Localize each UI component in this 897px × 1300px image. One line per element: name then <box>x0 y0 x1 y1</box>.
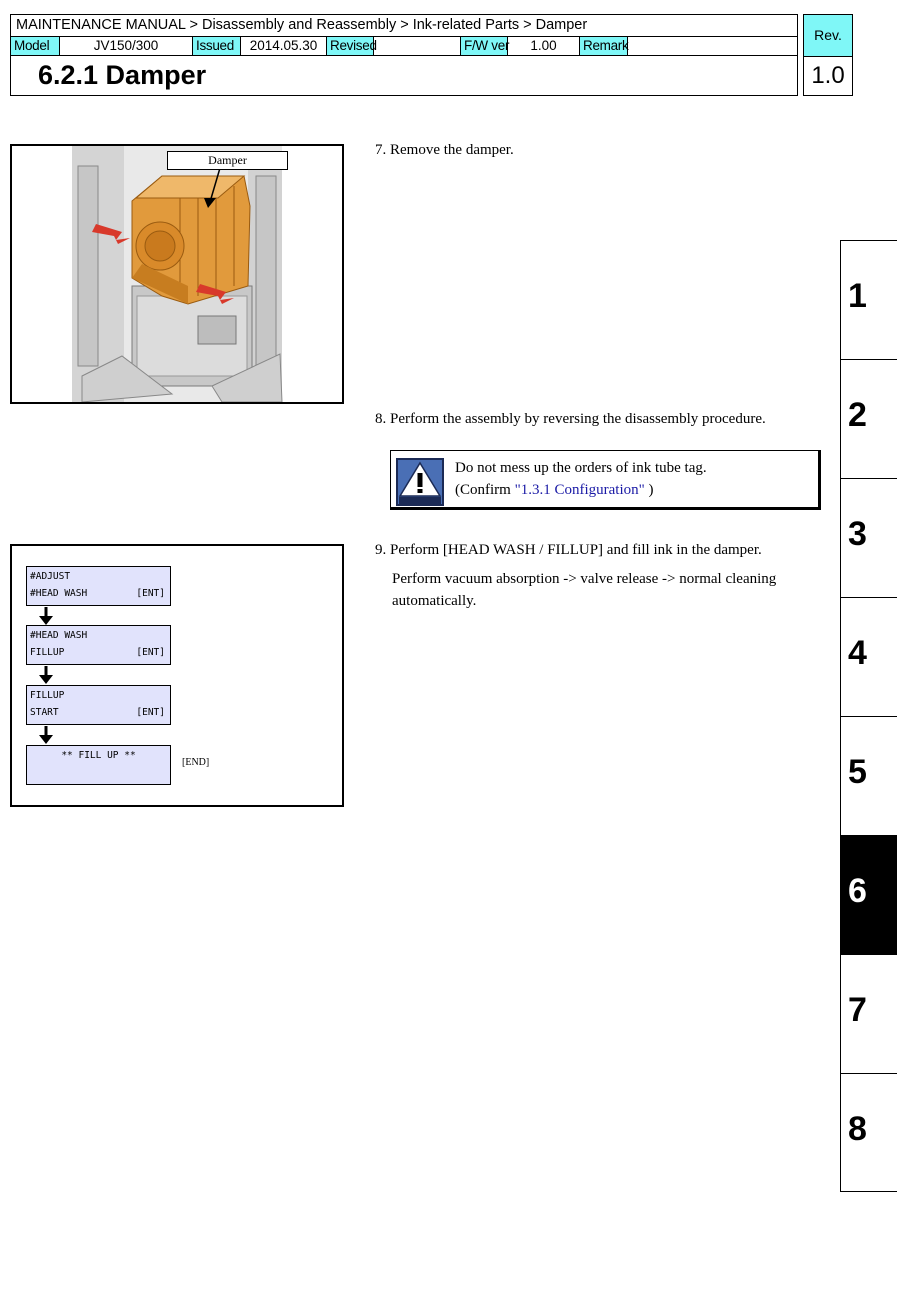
lcd-line: #HEAD WASH <box>30 630 88 641</box>
document-header <box>10 14 798 96</box>
damper-figure <box>10 144 344 404</box>
caution-icon <box>396 458 444 506</box>
chapter-tab-7[interactable]: 7 <box>840 954 897 1073</box>
step-9: 9. Perform [HEAD WASH / FILLUP] and fill ink in the damper. <box>375 542 762 558</box>
lcd-screen-fill-up-progress <box>26 745 171 785</box>
breadcrumb: MAINTENANCE MANUAL > Disassembly and Reassembly > Ink-related Parts > Damper <box>11 15 797 37</box>
remark-value <box>628 37 797 55</box>
revision-label: Rev. <box>804 15 852 57</box>
caution-prefix: (Confirm <box>455 482 515 498</box>
step-7: 7. Remove the damper. <box>375 142 514 158</box>
lcd-key: [ENT] <box>136 588 165 599</box>
chapter-tab-6[interactable]: 6 <box>840 835 897 954</box>
chapter-tab-8[interactable]: 8 <box>840 1073 897 1192</box>
chapter-tab-1[interactable]: 1 <box>840 240 897 359</box>
lcd-line: ** FILL UP ** <box>61 750 136 761</box>
caution-line-2 <box>455 479 707 501</box>
caution-box <box>390 450 821 510</box>
lcd-line: START <box>30 707 59 718</box>
end-label: [END] <box>182 757 210 768</box>
lcd-line: FILLUP <box>30 690 65 701</box>
revision-box <box>803 14 853 96</box>
lcd-screen-adjust <box>26 566 171 606</box>
lcd-line: #ADJUST <box>30 571 71 582</box>
chapter-tab-2[interactable]: 2 <box>840 359 897 478</box>
step-9-note: Perform vacuum absorption -> valve release -> normal cleaning automatically. <box>392 571 777 609</box>
caution-line-1: Do not mess up the orders of ink tube tag. <box>455 460 707 476</box>
caution-suffix: ) <box>644 482 654 498</box>
step-8: 8. Perform the assembly by reversing the disassembly procedure. <box>375 411 766 427</box>
issued-label: Issued <box>193 37 241 55</box>
chapter-tab-3[interactable]: 3 <box>840 478 897 597</box>
lcd-line: FILLUP <box>30 647 65 658</box>
lcd-key: [ENT] <box>136 707 165 718</box>
lcd-screen-head-wash <box>26 625 171 665</box>
revision-value: 1.0 <box>811 62 845 89</box>
lcd-flow-figure <box>10 544 344 807</box>
model-label: Model <box>11 37 60 55</box>
lcd-screen-fillup <box>26 685 171 725</box>
fw-ver-value: 1.00 <box>508 37 580 55</box>
chapter-tabs <box>840 240 897 1192</box>
damper-illustration <box>12 146 342 402</box>
header-meta-row <box>11 37 797 56</box>
lcd-line: #HEAD WASH <box>30 588 88 599</box>
chapter-tab-5[interactable]: 5 <box>840 716 897 835</box>
arrow-down-icon <box>38 607 54 625</box>
fw-ver-label: F/W ver <box>461 37 508 55</box>
arrow-down-icon <box>38 726 54 744</box>
issued-value: 2014.05.30 <box>241 37 327 55</box>
chapter-tab-4[interactable]: 4 <box>840 597 897 716</box>
arrow-down-icon <box>38 666 54 684</box>
revised-label: Revised <box>327 37 374 55</box>
caution-text <box>455 457 707 501</box>
revised-value <box>374 37 461 55</box>
model-value: JV150/300 <box>60 37 193 55</box>
configuration-link[interactable]: "1.3.1 Configuration" <box>514 482 645 498</box>
section-title: 6.2.1 Damper <box>38 60 207 90</box>
remark-label: Remark <box>580 37 628 55</box>
damper-callout-label: Damper <box>167 151 288 170</box>
lcd-key: [ENT] <box>136 647 165 658</box>
